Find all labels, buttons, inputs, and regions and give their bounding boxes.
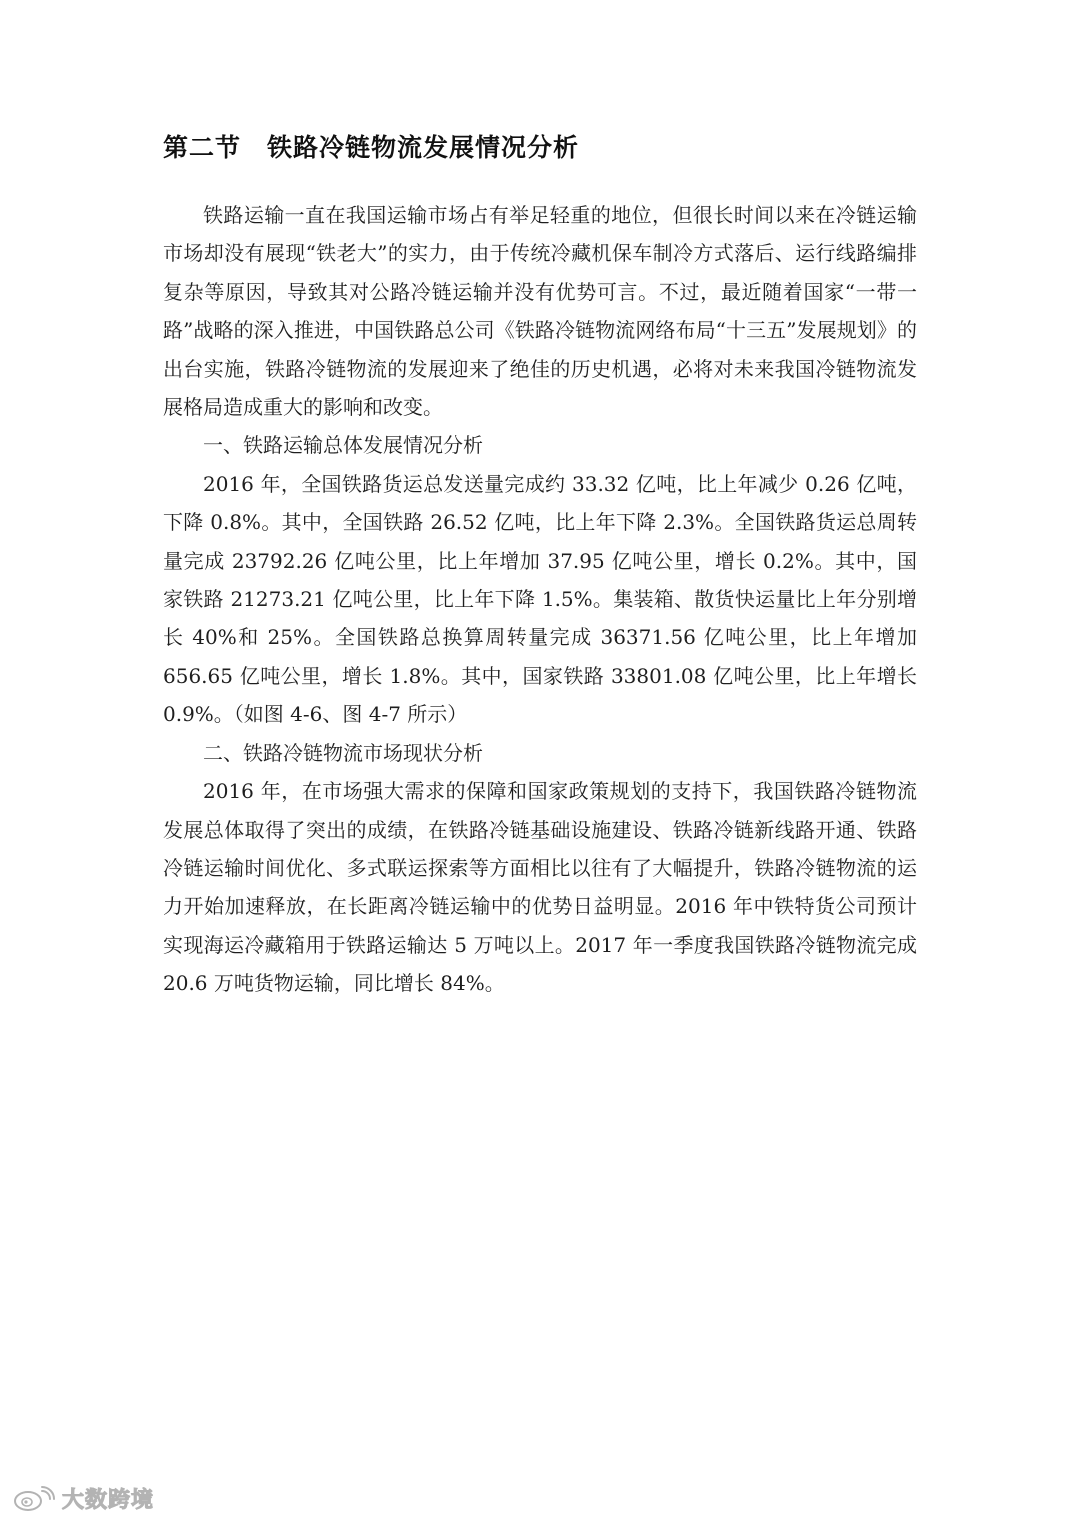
statistics-paragraph: 2016 年，全国铁路货运总发送量完成约 33.32 亿吨，比上年减少 0.26 亿吨，下降 0.8%。其中，全国铁路 26.52 亿吨，比上年下降 2.3%。全国铁路货运总周转量完成 23792.26 亿吨公里，比上年增加 37.95 亿吨公里，增长 0.2%。其中，国家铁路 21273.21 亿吨公里，比上年下降 1.5%。集装箱、散货快运量比上年分别增长 40%和 25%。全国铁路总换算周转量完成 36371.56 亿吨公里，比上年增加 656.65 亿吨公里，增长 1.8%。其中，国家铁路 33801.08 亿吨公里，比上年增长 0.9%。（如图 4-6、图 4-7 所示） [163,471,917,727]
subheading-overall-development: 一、铁路运输总体发展情况分析 [203,433,483,458]
watermark [12,1483,154,1514]
section-heading: 第二节 铁路冷链物流发展情况分析 [163,133,580,162]
weibo-logo-icon [12,1486,56,1512]
market-status-paragraph: 2016 年，在市场强大需求的保障和国家政策规划的支持下，我国铁路冷链物流发展总体取得了突出的成绩，在铁路冷链基础设施建设、铁路冷链新线路开通、铁路冷链运输时间优化、多式联运探索等方面相比以往有了大幅提升，铁路冷链物流的运力开始加速释放，在长距离冷链运输中的优势日益明显。2016 年中铁特货公司预计实现海运冷藏箱用于铁路运输达 5 万吨以上。2017 年一季度我国铁路冷链物流完成 20.6 万吨货物运输，同比增长 84%。 [163,779,917,996]
subheading-market-status: 二、铁路冷链物流市场现状分析 [203,740,483,765]
watermark-text: 大数跨境 [62,1488,155,1513]
intro-paragraph: 铁路运输一直在我国运输市场占有举足轻重的地位，但很长时间以来在冷链运输市场却没有展现“铁老大”的实力，由于传统冷藏机保车制冷方式落后、运行线路编排复杂等原因，导致其对公路冷链运输并没有优势可言。不过，最近随着国家“一带一路”战略的深入推进，中国铁路总公司《铁路冷链物流网络布局“十三五”发展规划》的出台实施，铁路冷链物流的发展迎来了绝佳的历史机遇，必将对未来我国冷链物流发展格局造成重大的影响和改变。 [163,203,917,420]
body-text [163,196,917,1003]
